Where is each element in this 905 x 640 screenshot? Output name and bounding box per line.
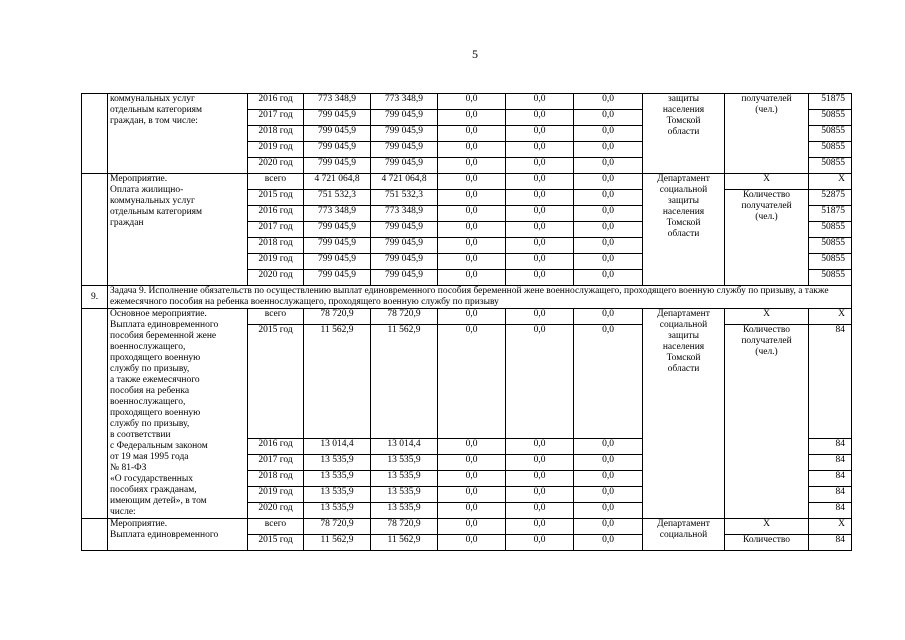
- amount-cell: 13 535,9: [304, 503, 371, 519]
- amount-cell: 0,0: [506, 190, 574, 206]
- amount-cell: 773 348,9: [304, 94, 371, 110]
- amount-cell: 78 720,9: [371, 309, 438, 325]
- amount-cell: 0,0: [438, 94, 506, 110]
- row-number: [82, 309, 108, 519]
- amount-cell: 13 535,9: [304, 455, 371, 471]
- indicator-value: 51875: [809, 206, 852, 222]
- executor: Департамент социальной защиты населения Томской области: [643, 174, 725, 286]
- amount-cell: 0,0: [438, 309, 506, 325]
- amount-cell: 0,0: [438, 455, 506, 471]
- amount-cell: 799 045,9: [371, 158, 438, 174]
- amount-cell: 773 348,9: [371, 206, 438, 222]
- indicator-value: 52875: [809, 190, 852, 206]
- measure-name: Мероприятие. Оплата жилищно- коммунальных услуг отдельным категориям граждан: [108, 174, 248, 286]
- amount-cell: 0,0: [438, 270, 506, 286]
- table-row: [82, 174, 852, 190]
- period-cell: 2017 год: [248, 110, 304, 126]
- amount-cell: 0,0: [438, 325, 506, 439]
- amount-cell: 799 045,9: [371, 222, 438, 238]
- amount-cell: 11 562,9: [371, 325, 438, 439]
- period-cell: 2018 год: [248, 126, 304, 142]
- amount-cell: 751 532,3: [304, 190, 371, 206]
- period-cell: 2016 год: [248, 94, 304, 110]
- amount-cell: 0,0: [506, 439, 574, 455]
- period-cell: 2019 год: [248, 487, 304, 503]
- indicator-name: Количество получателей (чел.): [725, 190, 809, 286]
- page-number: 5: [472, 47, 478, 61]
- period-cell: 2018 год: [248, 471, 304, 487]
- amount-cell: 0,0: [506, 519, 574, 535]
- period-cell: всего: [248, 174, 304, 190]
- amount-cell: 13 014,4: [371, 439, 438, 455]
- amount-cell: 0,0: [574, 142, 643, 158]
- measure-name: коммунальных услуг отдельным категориям граждан, в том числе:: [108, 94, 248, 174]
- period-cell: 2017 год: [248, 222, 304, 238]
- period-cell: 2017 год: [248, 455, 304, 471]
- executor: защиты населения Томской области: [643, 94, 725, 174]
- indicator-top: X: [725, 174, 809, 190]
- amount-cell: 13 535,9: [304, 487, 371, 503]
- amount-cell: 799 045,9: [304, 270, 371, 286]
- amount-cell: 0,0: [574, 487, 643, 503]
- amount-cell: 0,0: [574, 190, 643, 206]
- amount-cell: 0,0: [506, 471, 574, 487]
- amount-cell: 0,0: [574, 158, 643, 174]
- period-cell: 2020 год: [248, 158, 304, 174]
- amount-cell: 751 532,3: [371, 190, 438, 206]
- amount-cell: 0,0: [574, 254, 643, 270]
- amount-cell: 0,0: [506, 238, 574, 254]
- amount-cell: 13 535,9: [371, 471, 438, 487]
- amount-cell: 0,0: [438, 254, 506, 270]
- amount-cell: 13 014,4: [304, 439, 371, 455]
- period-cell: 2016 год: [248, 439, 304, 455]
- indicator-value: 50855: [809, 158, 852, 174]
- amount-cell: 0,0: [574, 238, 643, 254]
- indicator-value: 50855: [809, 110, 852, 126]
- period-cell: 2016 год: [248, 206, 304, 222]
- period-cell: 2020 год: [248, 270, 304, 286]
- amount-cell: 0,0: [574, 126, 643, 142]
- indicator-value: 84: [809, 503, 852, 519]
- indicator-top: X: [725, 309, 809, 325]
- amount-cell: 0,0: [438, 519, 506, 535]
- amount-cell: 0,0: [506, 142, 574, 158]
- indicator-value: 50855: [809, 238, 852, 254]
- amount-cell: 799 045,9: [304, 142, 371, 158]
- amount-cell: 0,0: [438, 487, 506, 503]
- amount-cell: 0,0: [438, 206, 506, 222]
- amount-cell: 0,0: [506, 487, 574, 503]
- indicator-value: 84: [809, 535, 852, 551]
- indicator-value: 84: [809, 455, 852, 471]
- amount-cell: 799 045,9: [371, 270, 438, 286]
- amount-cell: 0,0: [574, 110, 643, 126]
- amount-cell: 78 720,9: [304, 519, 371, 535]
- measure-name: Мероприятие. Выплата единовременного: [108, 519, 248, 551]
- amount-cell: 799 045,9: [304, 222, 371, 238]
- amount-cell: 4 721 064,8: [304, 174, 371, 190]
- amount-cell: 0,0: [438, 142, 506, 158]
- task-row: [82, 286, 852, 309]
- indicator-name: получателей (чел.): [725, 94, 809, 174]
- amount-cell: 0,0: [438, 238, 506, 254]
- amount-cell: 78 720,9: [371, 519, 438, 535]
- amount-cell: 13 535,9: [371, 487, 438, 503]
- amount-cell: 11 562,9: [304, 325, 371, 439]
- amount-cell: 0,0: [574, 471, 643, 487]
- amount-cell: 13 535,9: [371, 455, 438, 471]
- indicator-value: 84: [809, 325, 852, 439]
- period-cell: 2015 год: [248, 190, 304, 206]
- executor: Департамент социальной: [643, 519, 725, 551]
- period-cell: 2015 год: [248, 325, 304, 439]
- indicator-value: X: [809, 309, 852, 325]
- amount-cell: 0,0: [574, 206, 643, 222]
- amount-cell: 0,0: [506, 206, 574, 222]
- amount-cell: 0,0: [506, 254, 574, 270]
- task-text: Задача 9. Исполнение обязательств по осуществлению выплат единовременного пособия беременной жене военнослужащего, проходящего военную службу по призыву, а также ежемесячного пособия на ребенка военнослужащего, проходящего военную службу по призыву: [108, 286, 852, 309]
- amount-cell: 0,0: [438, 471, 506, 487]
- amount-cell: 799 045,9: [304, 254, 371, 270]
- amount-cell: 0,0: [438, 158, 506, 174]
- amount-cell: 0,0: [438, 126, 506, 142]
- indicator-value: 50855: [809, 222, 852, 238]
- amount-cell: 0,0: [506, 174, 574, 190]
- amount-cell: 0,0: [574, 535, 643, 551]
- amount-cell: 0,0: [506, 126, 574, 142]
- amount-cell: 0,0: [438, 190, 506, 206]
- amount-cell: 0,0: [506, 503, 574, 519]
- amount-cell: 0,0: [574, 270, 643, 286]
- amount-cell: 0,0: [506, 94, 574, 110]
- amount-cell: 0,0: [506, 455, 574, 471]
- period-cell: 2019 год: [248, 142, 304, 158]
- amount-cell: 799 045,9: [371, 110, 438, 126]
- row-number: [82, 519, 108, 551]
- indicator-value: 50855: [809, 126, 852, 142]
- period-cell: 2018 год: [248, 238, 304, 254]
- period-cell: всего: [248, 519, 304, 535]
- indicator-value: X: [809, 174, 852, 190]
- amount-cell: 0,0: [438, 110, 506, 126]
- table-row: [82, 519, 852, 535]
- indicator-value: 51875: [809, 94, 852, 110]
- amount-cell: 13 535,9: [304, 471, 371, 487]
- amount-cell: 0,0: [438, 503, 506, 519]
- amount-cell: 773 348,9: [304, 206, 371, 222]
- indicator-value: 84: [809, 439, 852, 455]
- amount-cell: 799 045,9: [371, 254, 438, 270]
- amount-cell: 0,0: [506, 110, 574, 126]
- amount-cell: 799 045,9: [304, 126, 371, 142]
- amount-cell: 0,0: [574, 439, 643, 455]
- amount-cell: 0,0: [574, 309, 643, 325]
- indicator-value: 84: [809, 487, 852, 503]
- period-cell: 2015 год: [248, 535, 304, 551]
- indicator-value: 50855: [809, 270, 852, 286]
- task-number: 9.: [82, 286, 108, 309]
- amount-cell: 0,0: [506, 158, 574, 174]
- amount-cell: 4 721 064,8: [371, 174, 438, 190]
- executor: Департамент социальной защиты населения Томской области: [643, 309, 725, 519]
- amount-cell: 799 045,9: [371, 142, 438, 158]
- budget-table: [81, 93, 852, 551]
- amount-cell: 0,0: [506, 222, 574, 238]
- indicator-top: X: [725, 519, 809, 535]
- indicator-value: 50855: [809, 254, 852, 270]
- amount-cell: 0,0: [574, 519, 643, 535]
- amount-cell: 0,0: [574, 174, 643, 190]
- amount-cell: 799 045,9: [371, 238, 438, 254]
- amount-cell: 799 045,9: [304, 158, 371, 174]
- amount-cell: 0,0: [574, 94, 643, 110]
- amount-cell: 11 562,9: [371, 535, 438, 551]
- amount-cell: 0,0: [438, 535, 506, 551]
- indicator-name: Количество получателей (чел.): [725, 325, 809, 519]
- amount-cell: 799 045,9: [304, 238, 371, 254]
- row-number: [82, 174, 108, 286]
- amount-cell: 0,0: [438, 174, 506, 190]
- indicator-value: 84: [809, 471, 852, 487]
- period-cell: 2020 год: [248, 503, 304, 519]
- amount-cell: 13 535,9: [371, 503, 438, 519]
- indicator-name: Количество: [725, 535, 809, 551]
- amount-cell: 0,0: [506, 325, 574, 439]
- amount-cell: 0,0: [574, 222, 643, 238]
- amount-cell: 0,0: [574, 503, 643, 519]
- amount-cell: 0,0: [506, 535, 574, 551]
- amount-cell: 0,0: [438, 222, 506, 238]
- amount-cell: 773 348,9: [371, 94, 438, 110]
- indicator-value: 50855: [809, 142, 852, 158]
- amount-cell: 0,0: [506, 309, 574, 325]
- measure-name: Основное мероприятие. Выплата единовременного пособия беременной жене военнослужащего, проходящего военную службу по призыву, а также ежемесячного пособия на ребенка военнослужащего, проходящего военную службу по призыву, в соответствии с Федеральным законом от 19 мая 1995 года № 81-ФЗ «О государственных пособиях гражданам, имеющим детей», в том числе:: [108, 309, 248, 519]
- amount-cell: 799 045,9: [304, 110, 371, 126]
- row-number: [82, 94, 108, 174]
- amount-cell: 0,0: [438, 439, 506, 455]
- amount-cell: 11 562,9: [304, 535, 371, 551]
- period-cell: 2019 год: [248, 254, 304, 270]
- period-cell: всего: [248, 309, 304, 325]
- amount-cell: 799 045,9: [371, 126, 438, 142]
- indicator-value: X: [809, 519, 852, 535]
- amount-cell: 0,0: [506, 270, 574, 286]
- table-row: [82, 94, 852, 110]
- amount-cell: 0,0: [574, 325, 643, 439]
- amount-cell: 0,0: [574, 455, 643, 471]
- table-row: [82, 309, 852, 325]
- amount-cell: 78 720,9: [304, 309, 371, 325]
